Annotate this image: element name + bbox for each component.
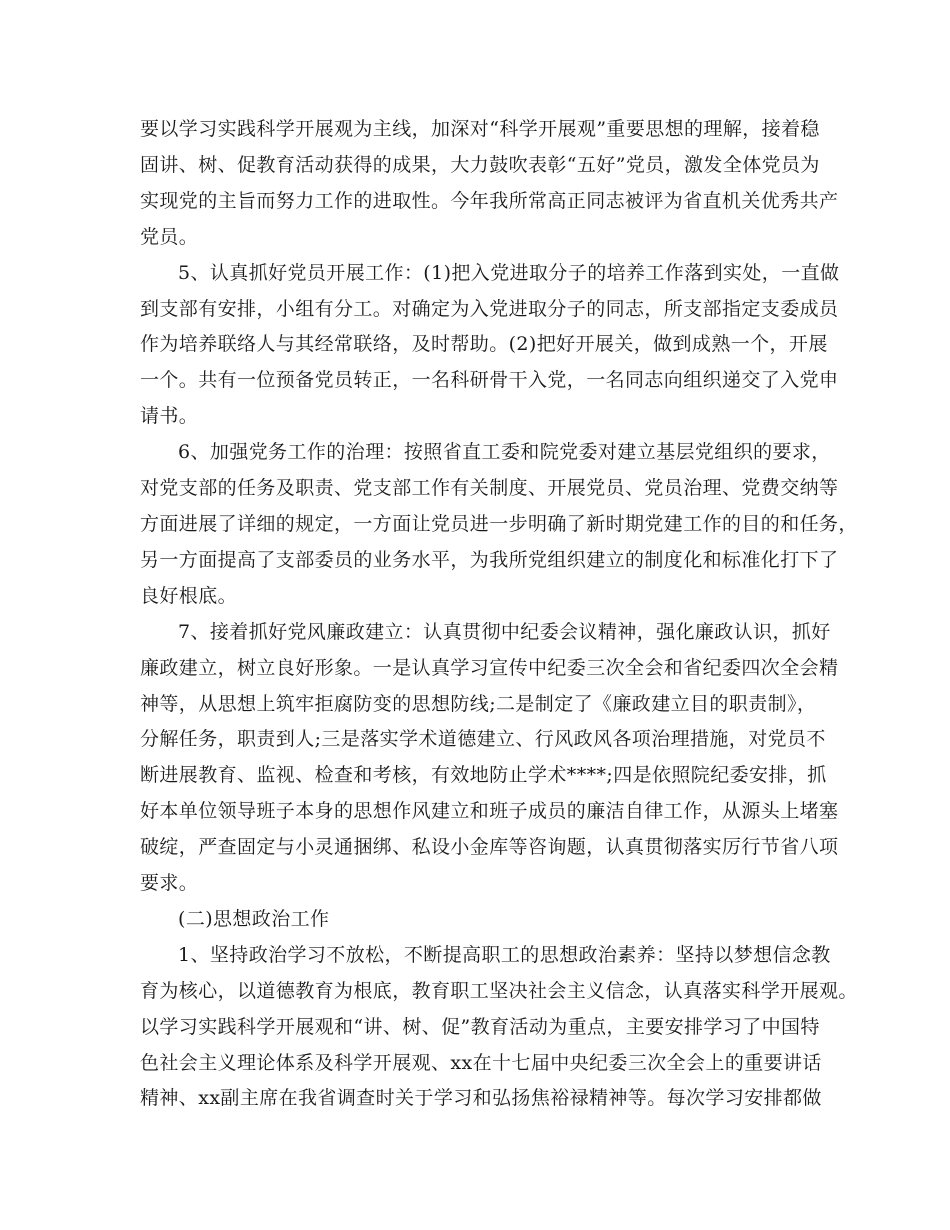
text-line: 色社会主义理论体系及科学开展观、xx在十七届中央纪委三次全会上的重要讲话 [140,1051,822,1074]
text-line: 断进展教育、监视、检查和考核，有效地防止学术****;四是依照院纪委安排，抓 [140,764,827,787]
text-line: 要求。 [140,872,199,895]
text-line: 一个。共有一位预备党员转正，一名科研骨干入党，一名同志向组织递交了入党申 [140,369,839,392]
text-line: 实现党的主旨而努力工作的进取性。今年我所常高正同志被评为省直机关优秀共产 [140,189,839,212]
document-body [140,112,858,1117]
text-line: 要以学习实践科学开展观为主线，加深对“科学开展观”重要思想的理解，接着稳 [140,118,820,140]
text-line: 精神、xx副主席在我省调查时关于学习和弘扬焦裕禄精神等。每次学习安排都做 [140,1087,822,1110]
text-line: 另一方面提高了支部委员的业务水平，为我所党组织建立的制度化和标准化打下了 [140,548,839,571]
text-line: 6、加强党务工作的治理：按照省直工委和院党委对建立基层党组织的要求， [178,441,831,464]
text-line: 育为核心，以道德教育为根底，教育职工坚决社会主义信念，认真落实科学开展观。 [140,979,858,1002]
text-line: 5、认真抓好党员开展工作：(1)把入党进取分子的培养工作落到实处，一直做 [178,261,840,284]
text-line: 方面进展了详细的规定，一方面让党员进一步明确了新时期党建工作的目的和任务， [140,512,858,535]
text-line: 1、坚持政治学习不放松，不断提高职工的思想政治素养：坚持以梦想信念教 [178,943,831,966]
text-line: 破绽，严查固定与小灵通捆绑、私设小金库等咨询题，认真贯彻落实厉行节省八项 [140,836,839,859]
text-line: 请书。 [140,405,199,428]
section-heading: (二)思想政治工作 [178,907,330,930]
text-line: 对党支部的任务及职责、党支部工作有关制度、开展党员、党员治理、党费交纳等 [140,477,839,500]
text-line: 好本单位领导班子本身的思想作风建立和班子成员的廉洁自律工作，从源头上堵塞 [140,800,839,823]
text-line: 党员。 [140,225,199,248]
text-line: 固讲、树、促教育活动获得的成果，大力鼓吹表彰“五好”党员，激发全体党员为 [140,153,820,176]
text-line: 分解任务，职责到人;三是落实学术道德建立、行风政风各项治理措施，对党员不 [140,728,826,751]
text-line: 7、接着抓好党风廉政建立：认真贯彻中纪委会议精神，强化廉政认识，抓好 [178,620,831,643]
text-line: 作为培养联络人与其经常联络，及时帮助。(2)把好开展关，做到成熟一个，开展 [140,333,828,356]
text-line: 神等，从思想上筑牢拒腐防变的思想防线;二是制定了《廉政建立目的职责制》， [140,692,817,715]
text-line: 良好根底。 [140,584,238,607]
text-line: 到支部有安排，小组有分工。对确定为入党进取分子的同志，所支部指定支委成员 [140,297,839,320]
text-line: 廉政建立，树立良好形象。一是认真学习宣传中纪委三次全会和省纪委四次全会精 [140,656,839,679]
text-line: 以学习实践科学开展观和“讲、树、促”教育活动为重点，主要安排学习了中国特 [140,1015,820,1038]
